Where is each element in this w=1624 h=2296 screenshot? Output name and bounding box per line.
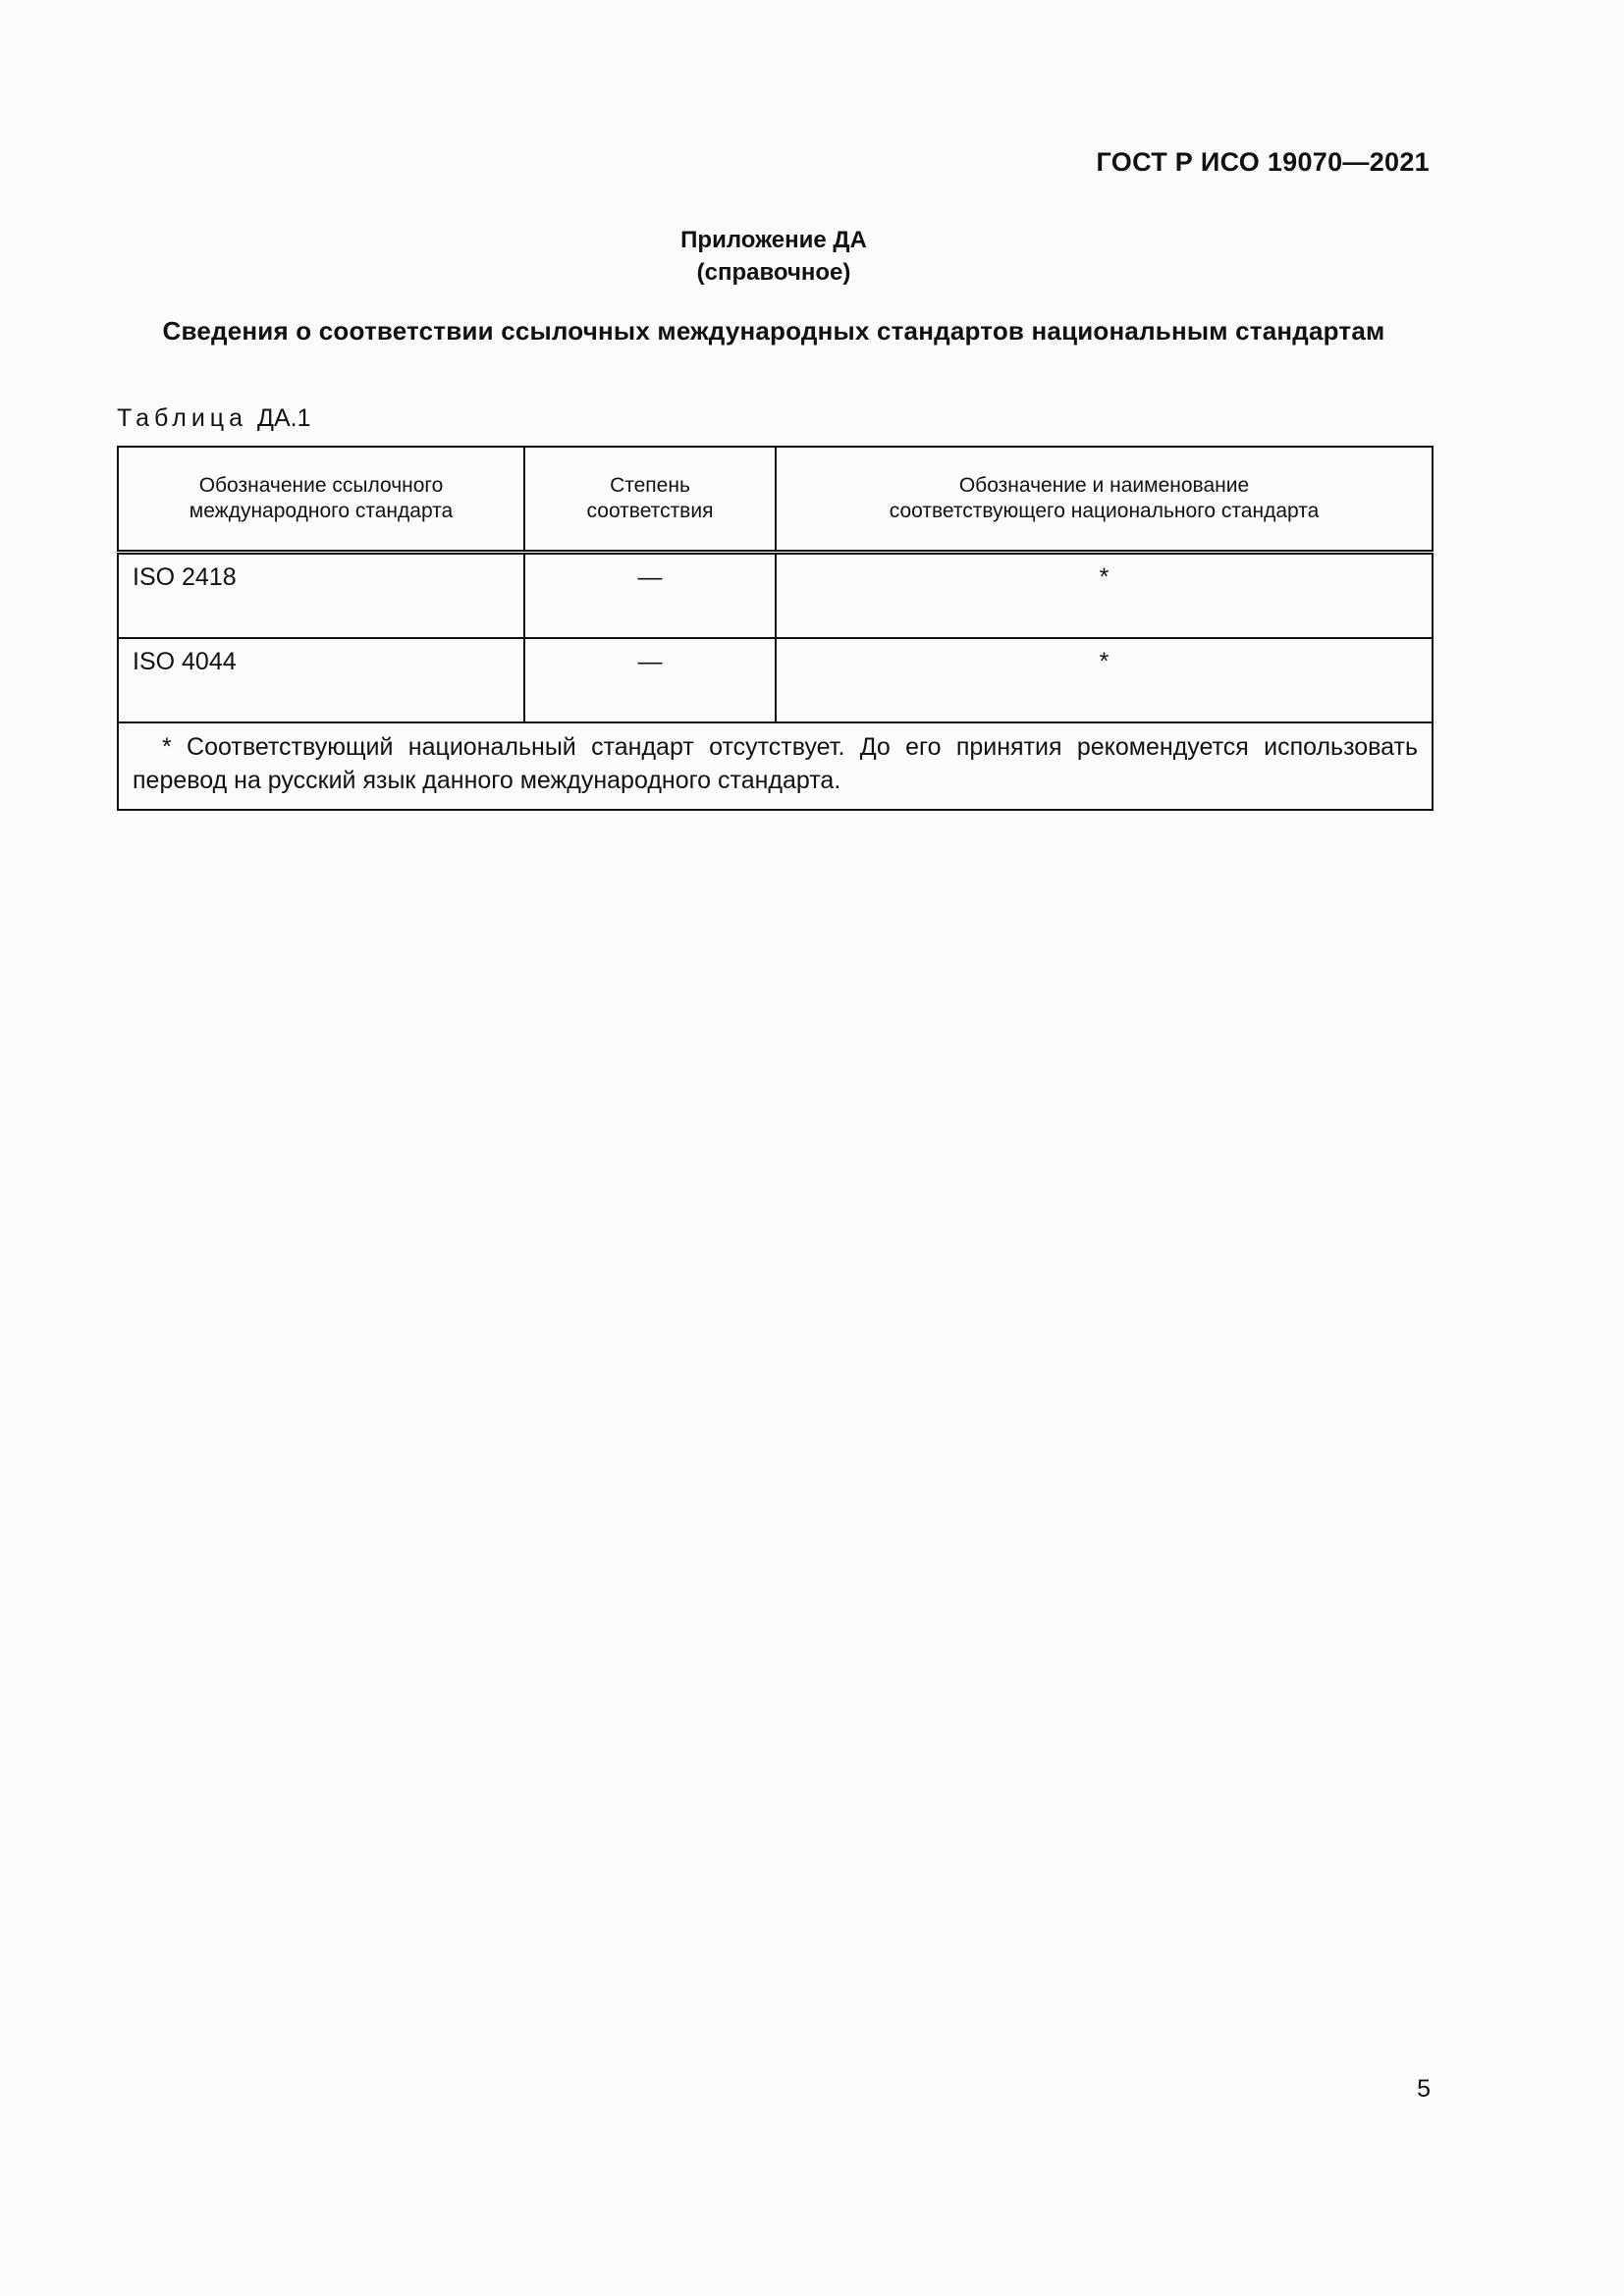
column-header-degree: Степень соответствия	[524, 447, 776, 553]
table-caption	[117, 404, 311, 433]
degree-cell: —	[524, 553, 776, 639]
section-title: Сведения о соответствии ссылочных международных стандартов национальным стандартам	[162, 316, 1385, 346]
degree-cell: —	[524, 638, 776, 722]
page-number: 5	[1417, 2075, 1431, 2103]
table-header-row	[118, 447, 1433, 553]
table-caption-number: ДА.1	[257, 404, 311, 432]
document-code: ГОСТ Р ИСО 19070—2021	[1096, 147, 1430, 177]
table-footnote-text: * Соответствующий национальный стандарт отсутствует. До его принятия рекомендуется использовать перевод на русский язык данного международного стандарта.	[133, 733, 1418, 794]
table-footnote-row	[118, 722, 1433, 810]
standards-table	[117, 446, 1434, 811]
annex-title: Приложение ДА	[680, 227, 867, 253]
annex-subtitle: (справочное)	[696, 259, 851, 286]
table-row	[118, 553, 1433, 639]
column-header-national-standard: Обозначение и наименование соответствующего национального стандарта	[776, 447, 1433, 553]
national-standard-cell: *	[776, 553, 1433, 639]
reference-standard-cell: ISO 2418	[118, 553, 524, 639]
column-header-reference-standard: Обозначение ссылочного международного стандарта	[118, 447, 524, 553]
table-row	[118, 638, 1433, 722]
table-footnote	[118, 722, 1433, 810]
reference-standard-cell: ISO 4044	[118, 638, 524, 722]
annex-heading	[0, 224, 1547, 289]
national-standard-cell: *	[776, 638, 1433, 722]
table-caption-word: Таблица	[117, 404, 248, 432]
